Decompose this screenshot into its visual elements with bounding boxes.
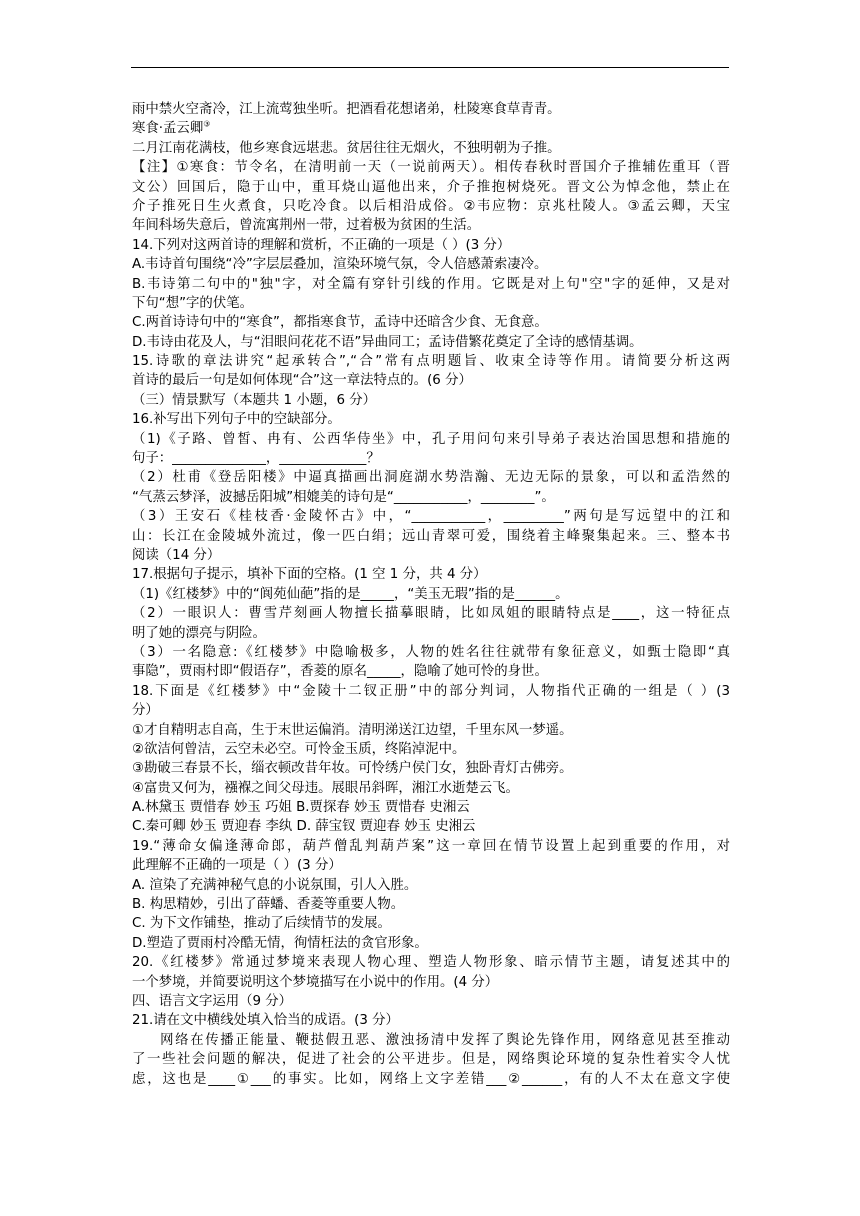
question-16: 16.补写出下列句子中的空缺部分。 [132,412,341,428]
poem-line: 雨中禁火空斋冷，江上流莺独坐听。把酒看花想诸弟，杜陵寒食草青青。 [132,102,561,117]
options-ab: A.林黛玉 贾惜春 妙玉 巧姐 B.贾探春 妙玉 贾惜春 史湘云 [132,800,470,816]
option-a: A.韦诗首句围绕“冷”字层层叠加，渲染环境气氛，令人倍感萧索凄冷。 [132,257,548,273]
passage-line: 网络在传播正能量、鞭挞假丑恶、激浊扬清中发挥了舆论先锋作用，网络意见甚至推动 [160,1032,730,1048]
question-16-3-cont: 山：长江在金陵城外流过，像一匹白绢；远山青翠可爱，围绕着主峰聚集起来。三、整本书 [132,528,730,544]
section-heading: （三）情景默写（本题共 1 小题，6 分） [132,392,377,408]
option-c: C.两首诗诗句中的“寒食”，都指寒食节，孟诗中还暗含少食、无食意。 [132,315,548,331]
option-c: C. 为下文作铺垫，推动了后续情节的发展。 [132,916,391,932]
passage-line: 了一些社会问题的解决，促进了社会的公平进步。但是，网络舆论环境的复杂性着实令人忧 [132,1052,730,1068]
question-14: 14.下列对这两首诗的理解和赏析，不正确的一项是（ ）(3 分） [132,237,511,253]
question-19-cont: 此理解不正确的一项是（ ）(3 分） [132,858,342,874]
section-heading: 四、语言文字运用（9 分） [132,993,293,1009]
question-19: 19.“薄命女偏逢薄命郎，葫芦僧乱判葫芦案”这一章回在情节设置上起到重要的作用，对 [132,838,730,854]
question-16-2-blank: “气蒸云梦泽，波撼岳阳城”相媲美的诗句是“___________，________”。 [132,489,555,505]
option-b-cont: 下句“想”字的伏笔。 [132,295,253,311]
question-16-2: （2）杜甫《登岳阳楼》中逼真描画出洞庭湖水势浩瀚、无边无际的景象，可以和孟浩然的 [132,470,730,486]
note-line: 年间科场失意后，曾流寓荆州一带，过着极为贫困的生活。 [132,218,481,234]
question-16-1-blank: 句子：______________，_____________？ [132,451,380,467]
question-16-3: （3）王安石《桂枝香·金陵怀古》中，“___________，_________”两句是写远望中的江和 [132,509,730,525]
question-17-3-cont: 事隐”，贾雨村即“假语存”，香菱的原名_____，隐喻了她可怜的身世。 [132,664,548,680]
question-17-2-cont: 明了她的漂亮与阴险。 [132,625,266,641]
footnote-mark: ③ [203,119,211,129]
option-a: A. 渲染了充满神秘气息的小说氛围，引人入胜。 [132,877,418,893]
note-line: 文公）回国后，隐于山中，重耳烧山逼他出来，介子推抱树烧死。晋文公为悼念他，禁止在 [132,179,730,195]
question-18: 18.下面是《红楼梦》中“金陵十二钗正册”中的部分判词，人物指代正确的一组是（ ）(3 [132,683,730,699]
judgement-3: ③勘破三春景不长，缁衣顿改昔年妆。可怜绣户侯门女，独卧青灯古佛旁。 [132,761,573,777]
question-21: 21.请在文中横线处填入恰当的成语。(3 分） [132,1013,399,1029]
document-body [132,100,730,1089]
question-15-cont: 首诗的最后一句是如何体现“合”这一章法特点的。(6 分） [132,373,472,389]
option-d: D.韦诗由花及人，与“泪眼问花花不语”异曲同工；孟诗借繁花奠定了全诗的感情基调。 [132,334,643,350]
judgement-4: ④富贵又何为，襁褓之间父母违。展眼吊斜晖，湘江水逝楚云飞。 [132,780,519,796]
note-line: 【注】①寒食：节令名，在清明前一天（一说前两天）。相传春秋时晋国介子推辅佐重耳（晋 [132,160,730,176]
question-18-cont: 分） [132,703,159,719]
note-line: 介子推死日生火煮食，只吃冷食。以后相沿成俗。②韦应物：京兆杜陵人。③孟云卿，天宝 [132,198,730,214]
question-17: 17.根据句子提示，填补下面的空格。(1 空 1 分，共 4 分） [132,567,487,583]
question-17-3: （3）一名隐意:《红楼梦》中隐喻极多，人物的姓名往往就带有象征意义，如甄士隐即“真 [132,644,730,660]
header-rule [131,67,729,68]
question-20-cont: 一个梦境，并简要说明这个梦境描写在小说中的作用。(4 分） [132,974,499,990]
option-d: D.塑造了贾雨村冷酷无情，徇情枉法的贪官形象。 [132,935,428,951]
question-17-1: （1)《红楼梦》中的“阆苑仙葩”指的是_____，“美玉无瑕”指的是______。 [132,586,569,602]
question-20: 20.《红楼梦》常通过梦境来表现人物心理、塑造人物形象、暗示情节主题，请复述其中的 [132,955,730,971]
option-b: B.韦诗第二句中的"独"字，对全篇有穿针引线的作用。它既是对上句"空"字的延伸，又是对 [132,276,730,292]
section-heading: 阅读（14 分） [132,547,221,563]
question-16-1: （1)《子路、曾皙、冉有、公西华侍坐》中，孔子用问句来引导弟子表达治国思想和措施的 [132,431,730,447]
poem-line: 二月江南花满枝，他乡寒食远堪悲。贫居往往无烟火，不独明朝为子推。 [132,140,561,156]
passage-line: 虑，这也是____①___的事实。比如，网络上文字差错___②______，有的人不太在意文字使 [132,1071,730,1087]
question-17-2: （2）一眼识人：曹雪芹刻画人物擅长描摹眼睛，比如凤姐的眼睛特点是____，这一特征点 [132,606,730,622]
judgement-1: ①才自精明志自高，生于末世运偏消。清明涕送江边望，千里东风一梦遥。 [132,722,573,738]
option-b: B. 构思精妙，引出了薛蟠、香菱等重要人物。 [132,897,405,913]
poem-title: 寒食·孟云卿③ [132,119,211,137]
question-15: 15.诗歌的章法讲究“起承转合”,“合”常有点明题旨、收束全诗等作用。请简要分析这两 [132,354,730,370]
options-cd: C.秦可卿 妙玉 贾迎春 李纨 D. 薛宝钗 贾迎春 妙玉 史湘云 [132,819,476,835]
judgement-2: ②欲洁何曾洁，云空未必空。可怜金玉质，终陷淖泥中。 [132,741,466,757]
